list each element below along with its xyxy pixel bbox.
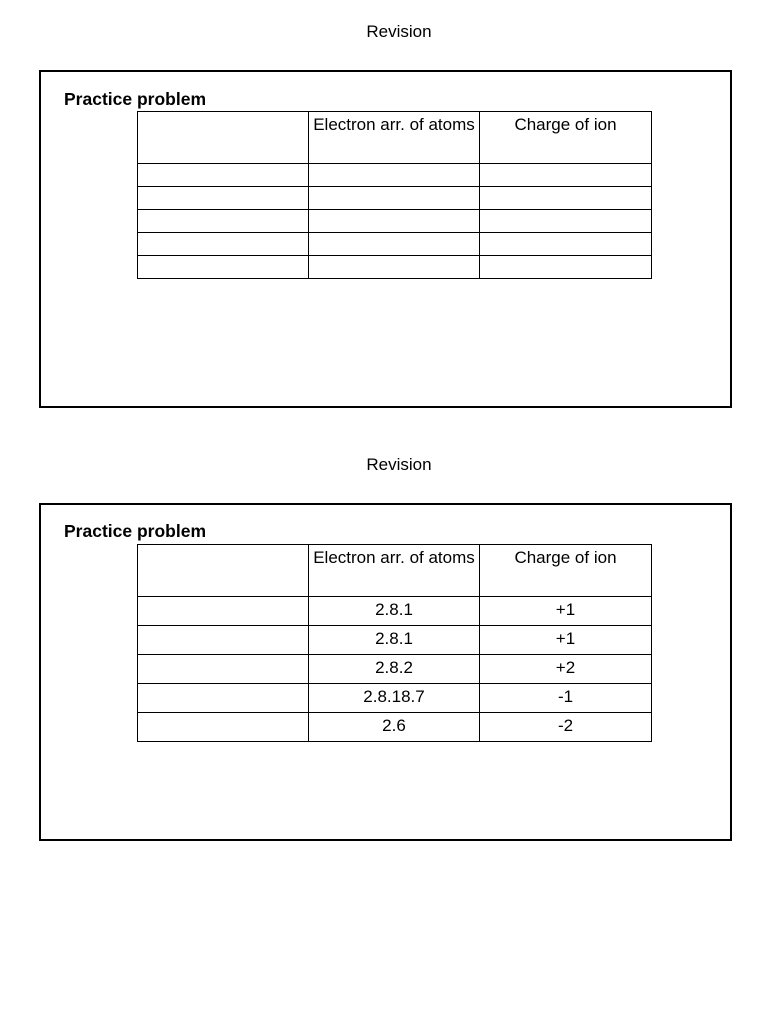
cell [138,164,309,187]
table-row [138,626,652,655]
cell [138,684,309,713]
cell [138,210,309,233]
header-cell-element [138,545,309,597]
header-cell-element [138,112,309,164]
header-cell-electron-arrangement: Electron arr. of atoms [309,112,480,164]
cell: +1 [480,626,652,655]
table-row [138,655,652,684]
slide-1-title: Revision [366,22,432,41]
cell [309,187,480,210]
slide-1-heading: Practice problem [64,89,206,109]
cell [309,233,480,256]
cell: -2 [480,713,652,742]
slide-2-frame [39,503,732,841]
cell [480,256,652,279]
cell: -1 [480,684,652,713]
cell [138,233,309,256]
cell: +1 [480,597,652,626]
cell [480,233,652,256]
cell [138,655,309,684]
cell: 2.8.1 [309,626,480,655]
cell: 2.8.1 [309,597,480,626]
cell [309,256,480,279]
header-cell-charge: Charge of ion [480,545,652,597]
cell: 2.8.18.7 [309,684,480,713]
table-header-row [138,545,652,597]
slide-2-title: Revision [366,455,432,474]
table-row [138,713,652,742]
slide-2-heading: Practice problem [64,521,206,541]
slide-1-table [137,111,652,279]
table-row [138,233,652,256]
cell [480,187,652,210]
slide-2-table [137,544,652,742]
cell [138,256,309,279]
table-row [138,210,652,233]
cell [309,164,480,187]
cell: 2.6 [309,713,480,742]
table-row [138,164,652,187]
slide-1-frame [39,70,732,408]
cell: 2.8.2 [309,655,480,684]
cell: +2 [480,655,652,684]
header-cell-charge: Charge of ion [480,112,652,164]
cell [309,210,480,233]
header-cell-electron-arrangement: Electron arr. of atoms [309,545,480,597]
cell [138,597,309,626]
table-row [138,187,652,210]
table-row [138,256,652,279]
table-header-row [138,112,652,164]
cell [480,164,652,187]
cell [480,210,652,233]
cell [138,626,309,655]
table-row [138,597,652,626]
cell [138,187,309,210]
cell [138,713,309,742]
table-row [138,684,652,713]
